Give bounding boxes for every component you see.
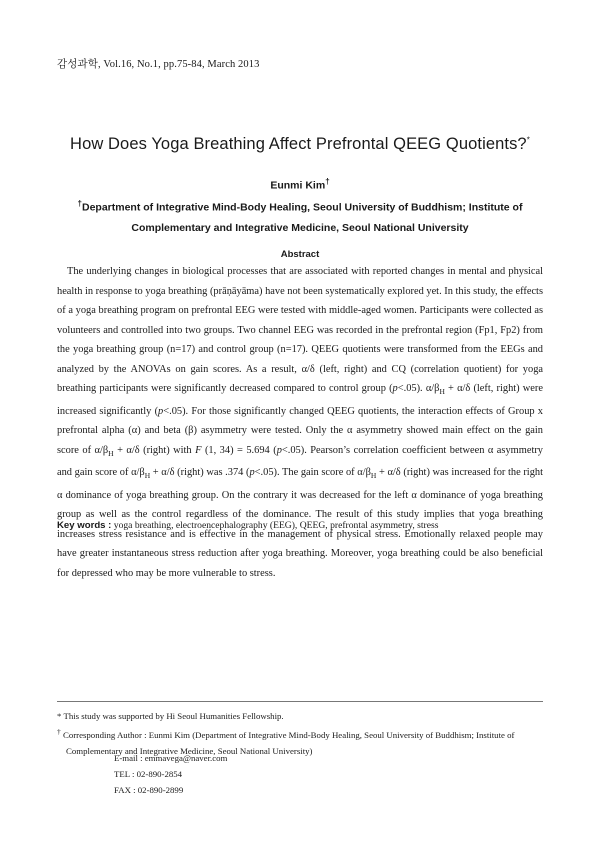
abstract-italic-p: p [392,383,398,394]
paper-title [0,135,600,154]
journal-citation: 감성과학, Vol.16, No.1, pp.75-84, March 2013 [57,59,260,70]
abstract-text: + α/δ (right) was .374 ( [150,467,250,479]
footnote-divider [57,701,543,702]
author-footnote-mark: † [325,177,330,186]
paper-title-text: How Does Yoga Breathing Affect Prefrontal QEEG Quotients? [70,135,527,153]
contact-email: E-mail : emmavega@naver.com [114,753,228,763]
keywords-label: Key words : [57,520,112,531]
abstract-text: + α/δ (right) with [113,444,196,456]
keywords-list: yoga breathing, electroencephalography (EEG), QEEG, prefrontal asymmetry, stress [111,520,439,531]
contact-tel: TEL : 02-890-2854 [114,769,183,779]
abstract-text: (1, 34) = 5.694 ( [201,444,277,456]
author-name-text: Eunmi Kim [270,179,326,192]
abstract-heading: Abstract [280,249,320,260]
title-footnote-mark: * [526,135,530,145]
abstract-italic-f: F [195,444,202,456]
abstract-subscript: H [108,448,114,458]
abstract-body [57,262,543,583]
abstract-text: <.05). The gain score of α/β [254,467,371,479]
abstract-italic-p: p [158,405,164,417]
abstract-text: <.05). For those significantly changed QEEG quotients, the interaction effects of Group x prefrontal alpha (α) and beta (β) asymmetry were tested. Only the α asymmetry showed main effect on the gain score of α/β [57,405,543,456]
affiliation-mark: † [77,199,82,208]
footnote-author-mark: † [57,727,61,736]
abstract-italic-p: p [276,444,282,456]
author-name [0,177,600,192]
abstract-text: <.05). α/β [397,383,440,394]
contact-block [114,750,227,798]
abstract-subscript: H [144,471,151,481]
footnote-funding [57,709,543,723]
abstract-text: <.05). Pearson’s correlation coefficient between α asymmetry and gain score of α/β [57,444,543,479]
abstract-subscript: H [370,471,377,481]
affiliation-line-1: Department of Integrative Mind-Body Healing, Seoul University of Buddhism; Institute of [82,201,523,214]
affiliation-line-2: Complementary and Integrative Medicine, Seoul National University [131,221,469,234]
author-affiliation [60,194,540,238]
contact-fax: FAX : 02-890-2899 [114,785,184,795]
abstract-text: + α/δ (right) was increased for the right α dominance of yoga breathing group. On the contrary it was decreased for the left α dominance of yoga breathing group as well as the control regardless of the dominance. The result of this study implies that yoga breathing increases stress resistance and is effective in the management of physical stress. Emotionally relaxed people may have greater instantaneous stress reduction after yoga breathing. Moreover, yoga breathing could be also beneficial for depressed who may be more vulnerable to stress. [57,467,543,579]
footnote-funding-mark: * [57,711,62,721]
abstract-italic-p: p [249,467,255,479]
abstract-subscript: H [439,387,445,397]
keywords-line [57,518,543,534]
abstract-text: + α/δ (left, right) were increased significantly ( [57,383,543,417]
footnote-funding-text: This study was supported by Hi Seoul Humanities Fellowship. [61,711,284,721]
footnote-author-text: Corresponding Author : Eunmi Kim (Department of Integrative Mind-Body Healing, Seoul University of Buddhism; Institute of Complementary and Integrative Medicine, Seoul National University) [60,729,515,756]
abstract-text: The underlying changes in biological processes that are associated with reported changes in mental and physical health in response to yoga breathing (prāṇāyāma) have not been systematically explored yet. In this study, the effects of a yoga breathing program on prefrontal EEG were tested with middle-aged women. Participants were collected as volunteers and controlled into two groups. Two channel EEG was recorded in the prefrontal region (Fp1, Fp2) from the yoga breathing group (n=17) and control group (n=17). QEEG quotients were transformed from the EEGs and analyzed by the ANOVAs on gain scores. As a result, α/δ (left, right) and CQ (correlation quotient) for yoga breathing participants were significantly decreased compared to control group ( [57,266,543,394]
